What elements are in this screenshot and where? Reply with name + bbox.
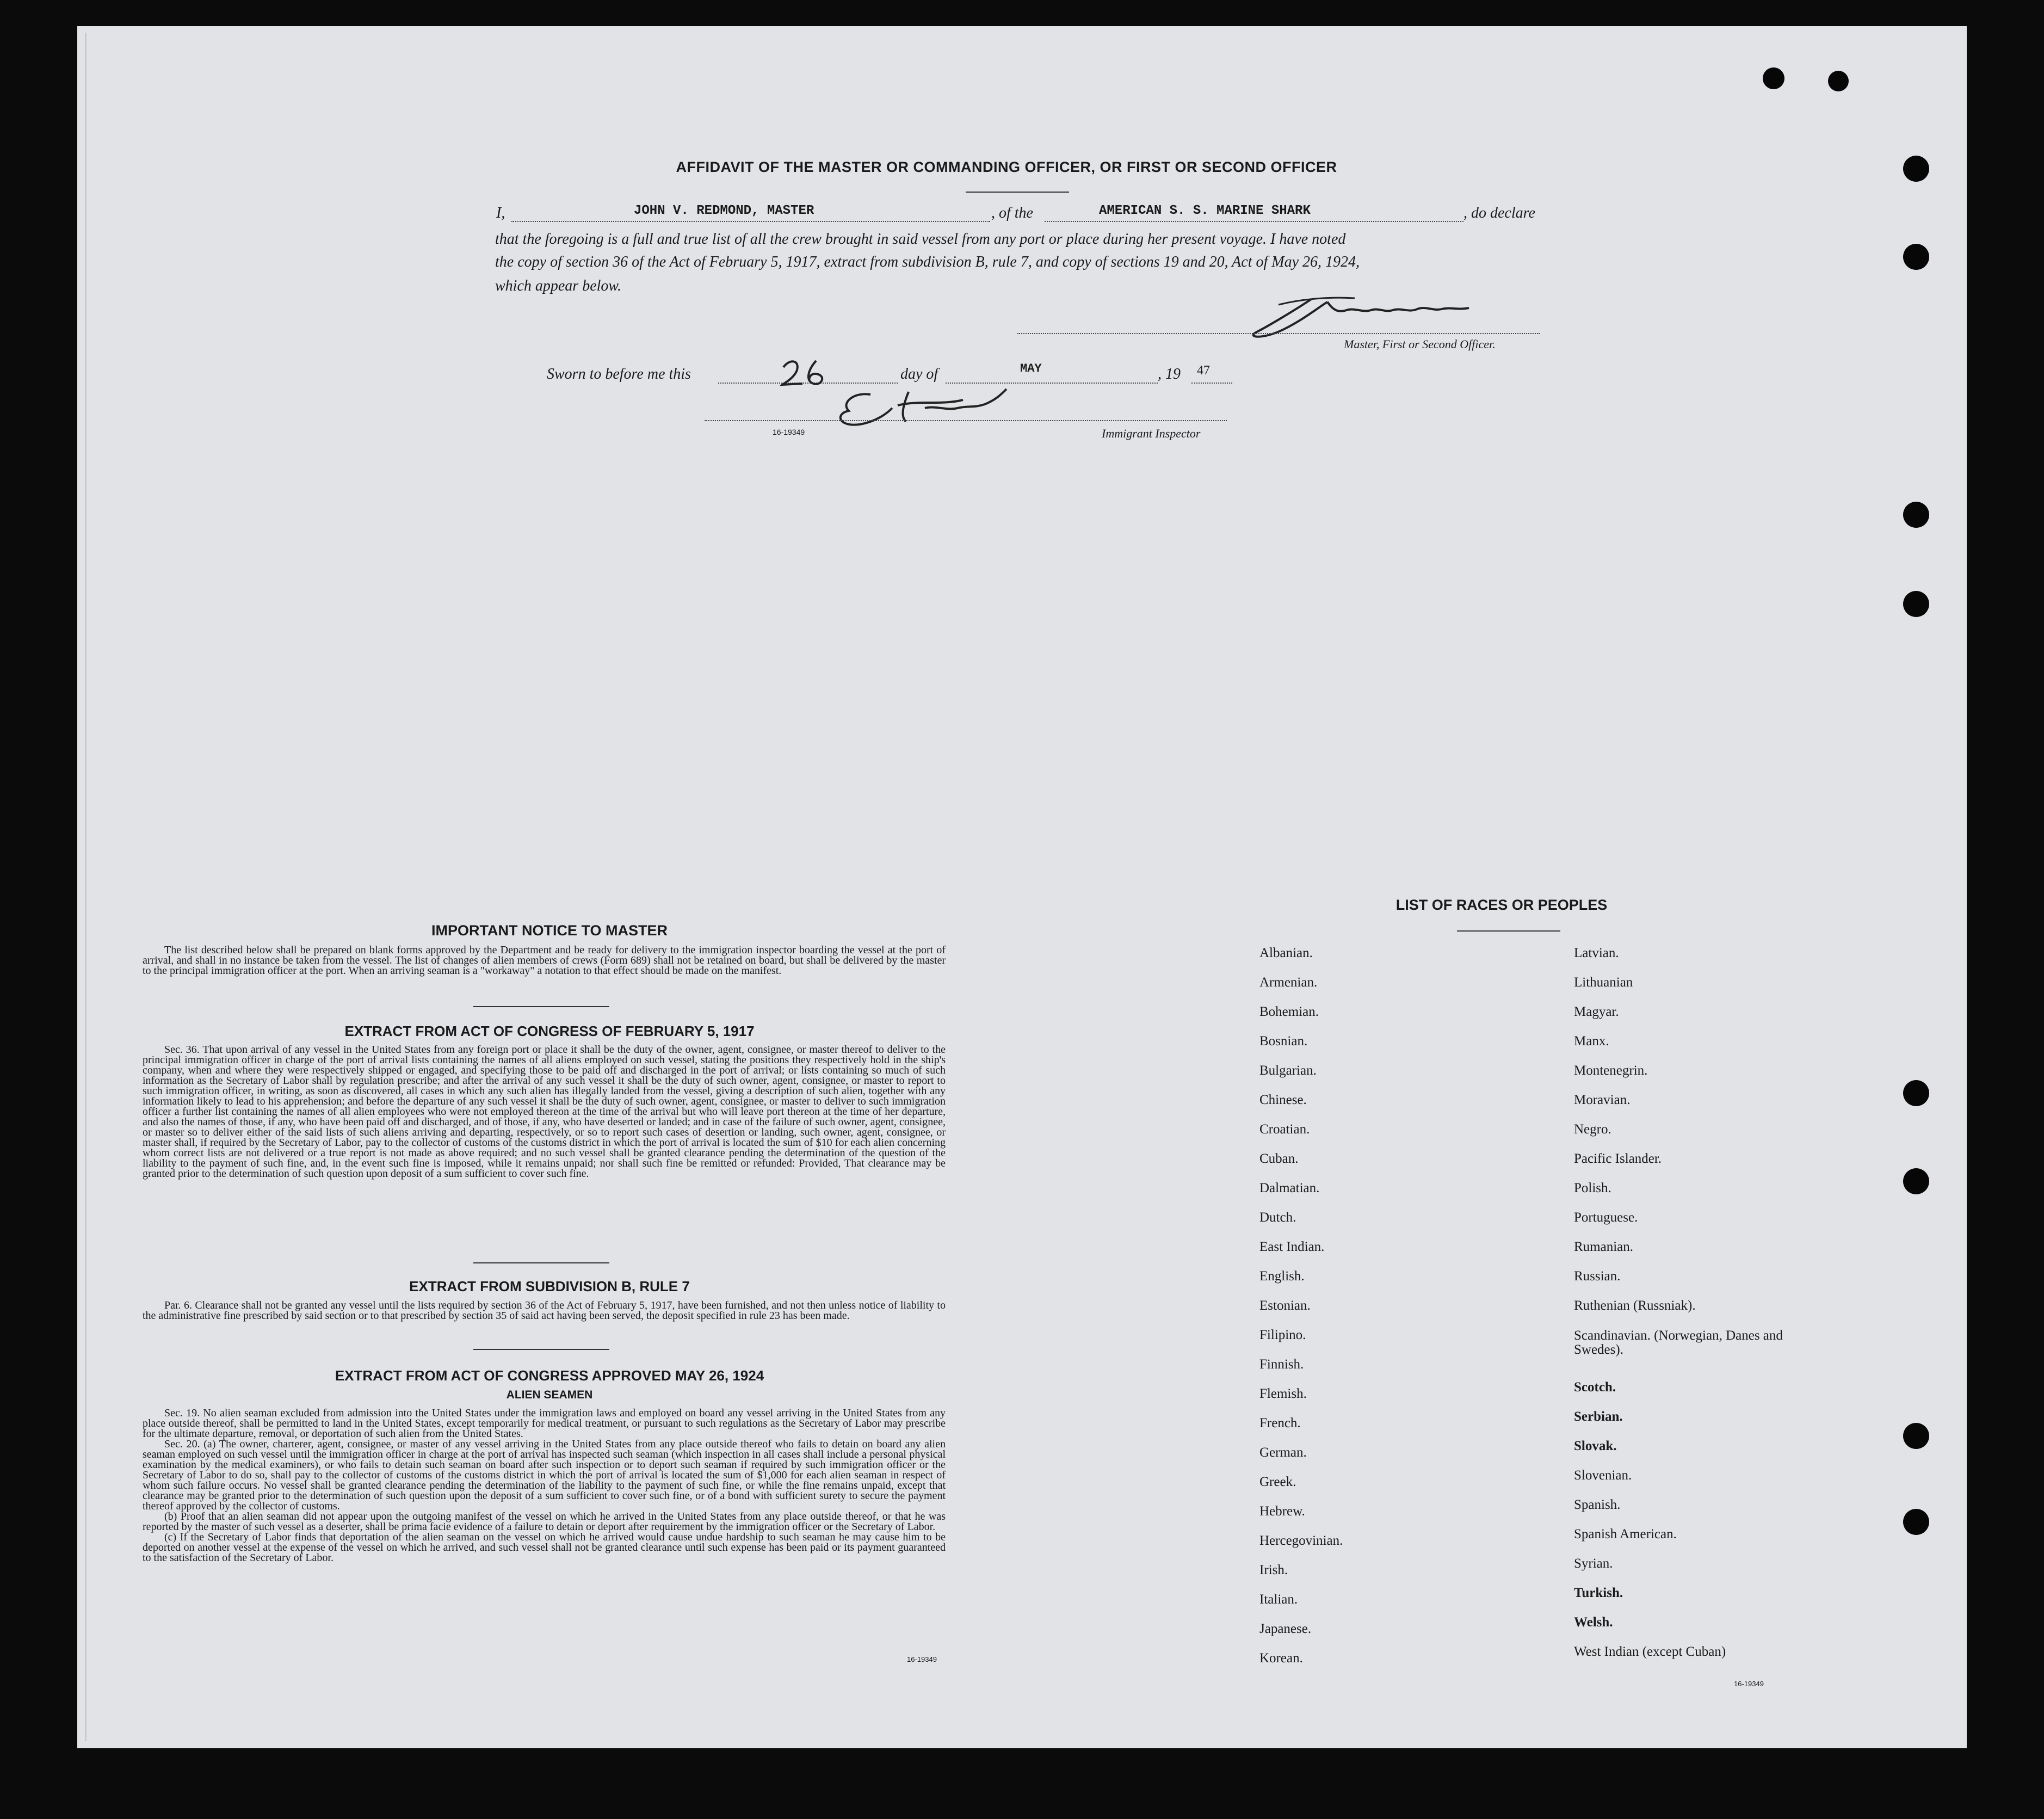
race-item: Polish. <box>1574 1181 1611 1195</box>
inspector-signature-line <box>705 420 1227 421</box>
month-field: MAY <box>1020 362 1042 375</box>
notice-text <box>143 945 946 976</box>
punch-hole <box>1763 67 1784 89</box>
race-item: Chinese. <box>1259 1093 1307 1107</box>
race-item: Bohemian. <box>1259 1004 1319 1019</box>
i-label: I, <box>496 205 505 221</box>
race-item: Portuguese. <box>1574 1210 1638 1225</box>
race-item: Armenian. <box>1259 975 1318 990</box>
declare-label: , do declare <box>1463 205 1535 221</box>
race-item: Montenegrin. <box>1574 1063 1648 1078</box>
punch-hole <box>1903 502 1929 528</box>
master-signature <box>1246 288 1485 343</box>
punch-hole <box>1828 71 1849 91</box>
inspector-caption: Immigrant Inspector <box>1102 427 1201 440</box>
race-item: Croatian. <box>1259 1122 1310 1137</box>
races-right-column <box>1574 946 1786 1674</box>
sworn-label: Sworn to before me this <box>547 366 691 383</box>
race-item: Japanese. <box>1259 1621 1312 1636</box>
race-item: Slovenian. <box>1574 1468 1632 1483</box>
race-item: English. <box>1259 1269 1305 1284</box>
sec20c-paragraph: (c) If the Secretary of Labor finds that deportation of the alien seaman on the vessel on which he arrived would cause undue hardship to such seaman he may cause him to be deported on another vessel at the expense of the vessel on which he arrived, and such vessel shall not be granted clearance until such expense has been paid or its payment guaranteed to the satisfaction of the Secretary of Labor. <box>143 1531 946 1564</box>
notice-paragraph: The list described below shall be prepared on blank forms approved by the Department and be ready for delivery to the immigration inspector boarding the vessel at the port of arrival, and shall in no instance be taken from the vessel. The list of changes of alien members of crews (Form 689) shall not be retained on board, but shall be delivered by the master to the principal immigration officer at the port. When an arriving seaman is a "workaway" a notation to that effect should be made on the manifest. <box>143 944 946 977</box>
punch-hole <box>1903 591 1929 617</box>
race-item: East Indian. <box>1259 1240 1325 1254</box>
master-name-field: JOHN V. REDMOND, MASTER <box>634 204 814 218</box>
races-underline <box>1457 930 1560 932</box>
extract2-text <box>143 1300 946 1321</box>
race-item: Spanish. <box>1574 1497 1621 1512</box>
extract3-subtitle: ALIEN SEAMEN <box>506 1389 593 1401</box>
race-item: Hercegovinian. <box>1259 1533 1343 1548</box>
extract2-title: EXTRACT FROM SUBDIVISION B, RULE 7 <box>409 1278 690 1294</box>
race-item: Italian. <box>1259 1592 1298 1607</box>
rule7-paragraph: Par. 6. Clearance shall not be granted any vessel until the lists required by section 36 of the Act of February 5, 1917, have been furnished, and not then unless notice of liability to the administrative fine prescribed by said section or to that prescribed by section 35 of said act having been served, the deposit specified in rule 23 has been made. <box>143 1299 946 1322</box>
race-item: Dalmatian. <box>1259 1181 1320 1195</box>
affidavit-text-line3: which appear below. <box>495 278 622 294</box>
race-item: Korean. <box>1259 1651 1303 1666</box>
race-item: Ruthenian (Russniak). <box>1574 1298 1696 1313</box>
sec20a-paragraph: Sec. 20. (a) The owner, charterer, agent, consignee, or master of any vessel arriving in the United States from any place outside thereof who fails to detain on board any alien seaman employed on such vessel until the immigration officer in charge at the port of arrival has inspected such seaman (which inspection in all cases shall include a personal physical examination by the medical examiners), or who fails to detain such seaman on board after such inspection or to deport such seaman if required by such immigration officer or the Secretary of Labor to do so, shall pay to the collector of customs of the customs district in which the port of arrival is located the sum of $1,000 for each alien seaman in respect of whom such failure occurs. No vessel shall be granted clearance pending the determination of the liability to the payment of such fine, or while the fine remains unpaid, except that clearance may be granted prior to the determination of such question upon the deposit of a sum sufficient to cover such fine, or of a bond with sufficient surety to secure the payment thereof approved by the collector of customs. <box>143 1438 946 1512</box>
affidavit-text-line1: that the foregoing is a full and true list of all the crew brought in said vessel from any port or place during her present voyage. I have noted <box>495 231 1346 248</box>
extract1-text <box>143 1045 946 1179</box>
extract1-title: EXTRACT FROM ACT OF CONGRESS OF FEBRUARY 5, 1917 <box>344 1023 755 1039</box>
year-prefix: , 19 <box>1158 366 1181 383</box>
inspector-signature <box>827 384 1034 433</box>
race-item: Pacific Islander. <box>1574 1151 1662 1166</box>
extract3-title: EXTRACT FROM ACT OF CONGRESS APPROVED MAY 26, 1924 <box>335 1367 764 1384</box>
race-item: German. <box>1259 1445 1307 1460</box>
race-item: Slovak. <box>1574 1439 1617 1453</box>
race-item: Lithuanian <box>1574 975 1633 990</box>
race-item: Flemish. <box>1259 1386 1307 1401</box>
section-divider <box>473 1262 609 1263</box>
race-item: Rumanian. <box>1574 1240 1634 1254</box>
day-of-label: day of <box>900 366 938 383</box>
vessel-name-field: AMERICAN S. S. MARINE SHARK <box>1099 204 1311 218</box>
punch-hole <box>1903 1080 1929 1106</box>
sec19-paragraph: Sec. 19. No alien seaman excluded from admission into the United States under the immigration laws and employed on board any vessel arriving in the United States from any place outside thereof, shall be permitted to land in the United States, except temporarily for medical treatment, or pursuant to such regulations as the Secretary of Labor may prescribe for the ultimate departure, removal, or deportation of such alien from the United States. <box>143 1407 946 1440</box>
race-item: Latvian. <box>1574 946 1619 960</box>
race-item: Hebrew. <box>1259 1504 1305 1519</box>
race-item: Estonian. <box>1259 1298 1311 1313</box>
race-item: Magyar. <box>1574 1004 1619 1019</box>
section-divider <box>473 1349 609 1350</box>
race-item: Welsh. <box>1574 1615 1613 1630</box>
race-item: Filipino. <box>1259 1328 1306 1342</box>
races-left-column <box>1259 946 1343 1680</box>
punch-hole <box>1903 1168 1929 1194</box>
race-item: Albanian. <box>1259 946 1313 960</box>
punch-hole <box>1903 1423 1929 1449</box>
sec20b-paragraph: (b) Proof that an alien seaman did not appear upon the outgoing manifest of the vessel on which he arrived in the United States from any place outside thereof, or that he was reported by the master of such vessel as a deserter, shall be prima facie evidence of a failure to detain or deport after requirement by the immigration officer or the Secretary of Labor. <box>143 1510 946 1533</box>
race-item: West Indian (except Cuban) <box>1574 1644 1726 1659</box>
race-item: Serbian. <box>1574 1409 1623 1424</box>
year-line <box>1191 383 1232 384</box>
races-title: LIST OF RACES OR PEOPLES <box>1395 897 1608 913</box>
race-item: Finnish. <box>1259 1357 1304 1372</box>
affidavit-form-number: 16-19349 <box>773 428 805 436</box>
master-caption: Master, First or Second Officer. <box>1344 337 1496 351</box>
master-signature-line <box>1017 333 1540 334</box>
title-underline <box>966 192 1069 193</box>
section-divider <box>473 1006 609 1007</box>
race-item: Cuban. <box>1259 1151 1299 1166</box>
race-item: Manx. <box>1574 1034 1609 1049</box>
punch-hole <box>1903 156 1929 182</box>
extract3-text <box>143 1408 946 1563</box>
vessel-line <box>1045 221 1463 222</box>
affidavit-text-line2: the copy of section 36 of the Act of February 5, 1917, extract from subdivision B, rule 7, and copy of sections 19 and 20, Act of May 26, 1924, <box>495 254 1360 270</box>
punch-hole <box>1903 1509 1929 1535</box>
punch-hole <box>1903 244 1929 270</box>
race-item: Dutch. <box>1259 1210 1296 1225</box>
race-item: Spanish American. <box>1574 1527 1677 1541</box>
sec36-paragraph: Sec. 36. That upon arrival of any vessel in the United States from any foreign port or place it shall be the duty of the owner, agent, consignee, or master thereof to deliver to the principal immigration officer in charge of the port of arrival lists containing the names of all aliens employed on such vessel, stating the positions they respectively hold in the ship's company, when and where they were respectively shipped or engaged, and specifying those to be paid off and discharged in the port of arrival; or lists containing so much of such information as the Secretary of Labor shall by regulation prescribe; and after the arrival of any such vessel it shall be the duty of such owner, agent, consignee, or master to report to such immigration officer, in writing, as soon as discovered, all cases in which any such alien has illegally landed from the vessel, giving a description of such alien, together with any information likely to lead to his apprehension; and before the departure of any such vessel it shall be the duty of such owner, agent, consignee, or master to deliver to such immigration officer a further list containing the names of all alien employees who were not employed thereon at the time of the arrival but who will leave port thereon at the time of her departure, and also the names of those, if any, who have been paid off and discharged, and of those, if any, who have deserted or landed; and in case of the failure of such owner, agent, consignee, or master so to deliver either of the said lists of such aliens arriving and departing, respectively, or so to report such cases of desertion or landing, such owner, agent, consignee, or master shall, if required by the Secretary of Labor, pay to the collector of customs of the customs district in which the port of arrival is located the sum of $10 for each alien concerning whom correct lists are not delivered or a true report is not made as above required; and no such vessel shall be granted clearance pending the determination of the question of the liability to the payment of such fine, and, in the event such fine is imposed, while it remains unpaid; nor shall such fine be remitted or refunded: Provided, That clearance may be granted prior to the determination of such question upon deposit of a sum sufficient to cover such fine. <box>143 1044 946 1180</box>
races-form-number: 16-19349 <box>1734 1680 1764 1688</box>
race-item: Scandinavian. (Norwegian, Danes and Swedes). <box>1574 1328 1783 1357</box>
race-item: Syrian. <box>1574 1556 1613 1571</box>
race-item: Moravian. <box>1574 1093 1631 1107</box>
race-item: Russian. <box>1574 1269 1621 1284</box>
race-item: French. <box>1259 1416 1301 1430</box>
of-the-label: , of the <box>991 205 1033 221</box>
race-item: Bosnian. <box>1259 1034 1308 1049</box>
race-item: Turkish. <box>1574 1586 1623 1600</box>
race-item: Scotch. <box>1574 1380 1616 1395</box>
race-item: Negro. <box>1574 1122 1611 1137</box>
race-item: Irish. <box>1259 1563 1288 1577</box>
notice-title: IMPORTANT NOTICE TO MASTER <box>431 922 668 939</box>
name-line <box>511 221 990 222</box>
race-item: Bulgarian. <box>1259 1063 1317 1078</box>
notice-form-number: 16-19349 <box>907 1655 937 1663</box>
affidavit-title: AFFIDAVIT OF THE MASTER OR COMMANDING OFFICER, OR FIRST OR SECOND OFFICER <box>676 159 1337 175</box>
year-field: 47 <box>1197 363 1210 378</box>
race-item: Greek. <box>1259 1475 1296 1489</box>
